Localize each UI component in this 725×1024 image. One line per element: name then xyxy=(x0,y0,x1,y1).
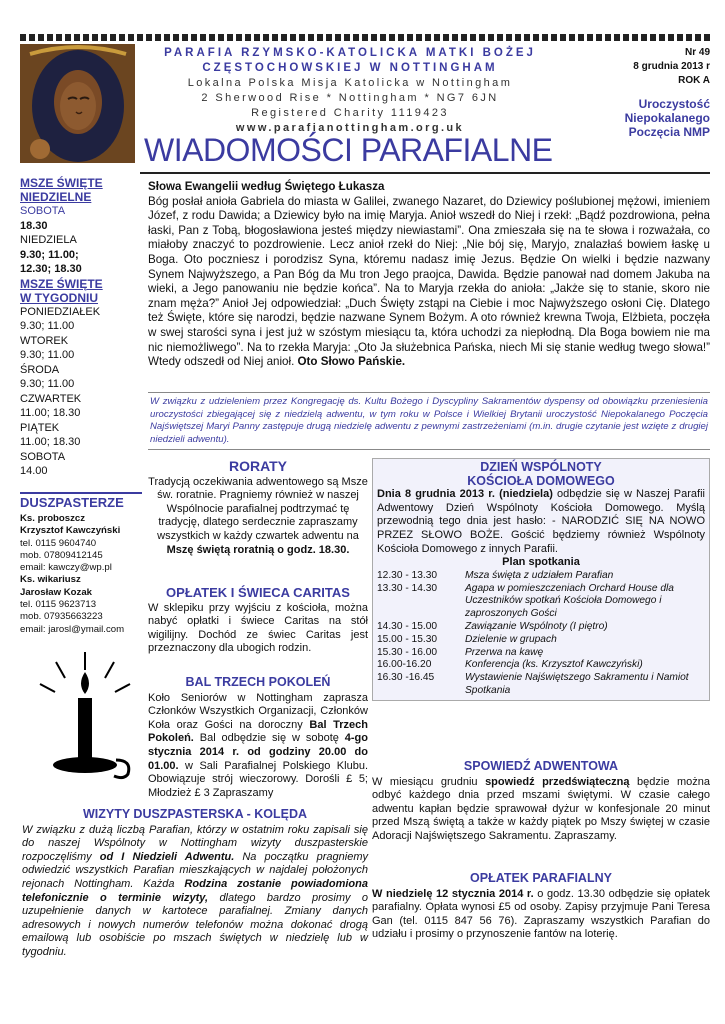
plan-row xyxy=(377,647,705,660)
title-rule xyxy=(140,172,710,174)
plan-time: 16.00-16.20 xyxy=(377,659,432,671)
visits-text: Na początku pragniemy odwiedzić wszystkich Parafian mieszkających w najdalej położonych rejonach Nottingham. Każda xyxy=(22,850,368,890)
wafer-date: W niedzielę 12 stycznia 2014 r. xyxy=(372,887,534,900)
issue-date: 8 grudnia 2013 r xyxy=(633,61,710,72)
section-heading: MSZE ŚWIĘTE xyxy=(20,276,103,291)
plan-row xyxy=(377,583,705,621)
mass-time: 14.00 xyxy=(20,465,48,477)
header-address: 2 Sherwood Rise * Nottingham * NG7 6JN xyxy=(201,92,499,104)
section-title: SPOWIEDŹ ADWENTOWA xyxy=(463,759,619,773)
mass-time: 9.30; 11.00 xyxy=(20,349,75,361)
pastor-mobile: mob. 07809412145 xyxy=(20,549,103,561)
plan-desc: Dzielenie w grupach xyxy=(465,633,557,645)
community-day-box xyxy=(372,458,710,701)
ball-text: w Sali Parafialnej Polskiego Klubu. Obowiązuje strój wieczorowy. Dorośli £ 5; Młodzież £ 3 Zapraszamy xyxy=(148,759,368,799)
plan-row xyxy=(377,659,705,672)
plan-row xyxy=(377,672,705,698)
plan-desc: Konferencja (ks. Krzysztof Kawczyński) xyxy=(465,659,643,671)
ball-text: Koło Seniorów w Nottingham zaprasza Członków Wszystkich Organizacji, Członków Koła oraz Gości na doroczny xyxy=(148,691,368,731)
mass-time: 12.30; 18.30 xyxy=(20,263,82,275)
mass-schedule xyxy=(20,176,142,479)
roraty-time: Mszę świętą roratnią o godz. 18.30. xyxy=(166,543,350,556)
ball-date: 4-go stycznia 2014 r. od godziny 20.00 do 01.00. xyxy=(148,732,368,772)
pastor-name: Krzysztof Kawczyński xyxy=(20,525,121,537)
day-label: SOBOTA xyxy=(20,450,66,463)
confession-text: W miesiącu grudniu xyxy=(372,775,478,788)
mass-time: 11.00; 18.30 xyxy=(20,436,81,448)
pastor-role: Ks. proboszcz xyxy=(20,513,86,524)
header-line: Lokalna Polska Misja Katolicka w Nottingham xyxy=(187,77,513,89)
day-label: NIEDZIELA xyxy=(20,234,77,246)
dispensation-notice: W związku z udzieleniem przez Kongregację ds. Kultu Bożego i Dyscypliny Sakramentów dyspensy od obowiązku przeniesienia uroczystości zbiegającej się z niedzielą adwentu, w tym roku w Polsce i Wielkiej Brytanii uroczystość Niepokalanego Poczęcia Najświętszej Maryi Panny zastępuje drugą niedzielę adwentu z pewnymi zastrzeżeniami (m.in. drugie czytanie jest wzięte z drugiej niedzieli adwentu). xyxy=(148,392,710,450)
header-line: CZĘSTOCHOWSKIEJ W NOTTINGHAM xyxy=(202,62,498,74)
plan-time: 14.30 - 15.00 xyxy=(377,620,438,632)
liturgical-year: ROK A xyxy=(678,75,710,86)
plan-desc: Wystawienie Najświętszego Sakramentu i Namiot Spotkania xyxy=(465,672,689,696)
wafer-text: o godz. 13.30 odbędzie się opłatek parafialny. Opłata wynosi £5 od osoby. Zapisy przyjmuje Pani Teresa Gan (tel. 0115 847 56 76). Zapraszamy wszystkich Parafian do udziału i prosimy o przynoszenie fantów na loterię. xyxy=(372,887,710,941)
feast-line: Niepokalanego xyxy=(624,111,710,125)
plan-desc: Zawiązanie Wspólnoty (I piętro) xyxy=(465,620,608,632)
madonna-icon xyxy=(20,44,135,163)
parish-wafer-section xyxy=(372,872,710,942)
plan-table xyxy=(377,570,705,698)
ball-name: Bal Trzech Pokoleń. xyxy=(148,718,368,745)
section-heading: W TYGODNIU xyxy=(20,290,98,305)
community-text: Gościć będziemy również Wspólnoty Kościoła Domowego z innych Parafii. xyxy=(377,528,706,555)
plan-row xyxy=(377,570,705,583)
header-charity: Registered Charity 1119423 xyxy=(251,107,449,119)
section-heading: MSZE ŚWIĘTE xyxy=(20,176,103,190)
section-heading: NIEDZIELNE xyxy=(20,190,92,204)
plan-desc: Msza święta z udziałem Parafian xyxy=(465,569,614,581)
pastor-name: Jarosław Kozak xyxy=(20,586,92,598)
plan-time: 12.30 - 13.30 xyxy=(377,569,438,581)
feast-line: Poczęcia NMP xyxy=(628,125,710,139)
day-label: CZWARTEK xyxy=(20,392,82,405)
plan-title: Plan spotkania xyxy=(502,556,580,569)
newsletter-title: WIADOMOŚCI PARAFIALNE xyxy=(144,132,553,168)
confession-bold: spowiedź przedświąteczną xyxy=(485,775,630,788)
plan-time: 13.30 - 14.30 xyxy=(377,582,438,594)
pastor-email[interactable]: email: jarosl@ymail.com xyxy=(20,623,125,635)
confession-text: będzie można odbyć każdego dnia przed mszami świętymi. W czasie całego adwentu kapłan będzie sprawował dyżur w konfesjonale 20 minut przed Mszą świętą a także w każdy piątek po Mszy świętej w czasie Adoracji Najświętszego Sakramentu. Zapraszamy. xyxy=(372,775,710,842)
community-date: Dnia 8 grudnia 2013 r. (niedziela) xyxy=(377,488,553,501)
pastor-role: Ks. wikariusz xyxy=(20,574,81,586)
confession-section xyxy=(372,760,710,844)
ball-section xyxy=(148,676,368,800)
section-title: BAL TRZECH POKOLEŃ xyxy=(185,675,331,689)
day-label: SOBOTA xyxy=(20,205,66,217)
section-title: OPŁATEK I ŚWIECA CARITAS xyxy=(166,585,350,600)
section-title: RORATY xyxy=(228,458,288,474)
feast-line: Uroczystość xyxy=(638,97,710,111)
plan-desc: Przerwa na kawę xyxy=(465,646,544,658)
plan-row xyxy=(377,634,705,647)
header-line: PARAFIA RZYMSKO-KATOLICKA MATKI BOŻEJ xyxy=(164,47,536,59)
mass-time: 9.30; 11.00 xyxy=(20,320,75,332)
gospel-text: Bóg posłał anioła Gabriela do miasta w Galilei, zwanego Nazaret, do Dziewicy poślubionej mężowi, imieniem Józef, z rodu Dawida; a Dziewicy było na imię Maryja. Anioł wszedł do Niej i rzekł: „Bądź pozdrowiona, pełna łaski, Pan z Tobą, błogosławiona jesteś między niewiastami”. Ona zmieszała się na te słowa i rozważała, co miałoby znaczyć to pozdrowienie. Lecz anioł rzekł do Niej: „Nie bój się, Maryjo, znalazłaś bowiem łaskę u Boga. Oto poczniesz i porodzisz Syna, któremu nadasz imię Jezus. Będzie On wielki i będzie nazwany Synem Najwyższego, a Pan Bóg da Mu tron Jego praojca, Dawida. Będzie panował nad domem Jakuba na wieki, a Jego panowaniu nie będzie końca”. Na to Maryja rzekła do anioła: „Jakże się to stanie, skoro nie znam męża?” Anioł Jej odpowiedział: „Duch Święty zstąpi na Ciebie i moc Najwyższego osłoni Cię. Dlatego też Święte, które się narodzi, będzie nazwane Synem Bożym. A oto również krewna Twoja, Elżbieta, poczęła w swej starości syna i jest już w szóstym miesiącu ta, która uchodzi za niepłodną. Dla Boga bowiem nie ma nic niemożliwego”. Na to rzekła Maryja: „Oto Ja służebnica Pańska, niech Mi się stanie według twego słowa!” Wtedy odszedł od Niej anioł. xyxy=(148,194,710,369)
pastors-box xyxy=(20,492,142,636)
plan-time: 15.00 - 15.30 xyxy=(377,633,438,645)
visits-start: od I Niedzieli Adwentu. xyxy=(99,850,235,863)
section-title: WIZYTY DUSZPASTERSKA - KOLĘDA xyxy=(82,807,308,821)
day-label: PIĄTEK xyxy=(20,421,60,434)
issue-number: Nr 49 xyxy=(684,47,710,58)
gospel-title: Słowa Ewangelii według Świętego Łukasza xyxy=(148,180,385,193)
parish-header xyxy=(140,46,560,136)
day-label: PONIEDZIAŁEK xyxy=(20,305,101,318)
plan-desc: Agapa w pomieszczeniach Orchard House dla Uczestników spotkań Kościoła Domowego i zaproszonych Gości xyxy=(465,582,674,620)
caritas-text: W sklepiku przy wyjściu z kościoła, można nabyć opłatki i świece Caritas na stół wigilijny. Dochód ze świec Caritas jest przeznaczony dla ubogich rodzin. xyxy=(148,601,368,655)
pastor-email[interactable]: email: kawczy@wp.pl xyxy=(20,562,112,574)
section-title: OPŁATEK PARAFIALNY xyxy=(470,871,612,885)
visits-text: W związku z dużą liczbą Parafian, którzy w ostatnim roku zapisali się do naszej Wspólnoty w Nottingham wizyty duszpasterskie rozpoczęliśmy xyxy=(22,823,368,863)
mass-time: 11.00; 18.30 xyxy=(20,407,81,419)
feast-name xyxy=(580,97,710,139)
roraty-text: Tradycją oczekiwania adwentowego są Msze św. roratnie. Pragniemy również w naszej Wspólnocie parafialnej podtrzymać tę tradycję, dlatego serdecznie zapraszamy wszystkich w każdy czwartek adwentu na xyxy=(148,475,368,542)
gospel-reading xyxy=(148,180,710,370)
visits-section xyxy=(22,808,368,960)
day-label: ŚRODA xyxy=(20,363,60,376)
header-website[interactable]: www.parafianottingham.org.uk xyxy=(235,122,465,134)
gospel-ending: Oto Słowo Pańskie. xyxy=(297,355,406,369)
pastor-phone: tel. 0115 9623713 xyxy=(20,599,97,611)
roraty-section xyxy=(148,460,368,557)
day-label: WTOREK xyxy=(20,334,69,347)
section-title: DZIEŃ WSPÓLNOTY xyxy=(480,460,602,474)
section-heading: DUSZPASTERZE xyxy=(20,495,124,510)
community-text: odbędzie się w Naszej Parafii Adwentowy Dzień Wspólnoty Kościoła Domowego. Myślą przewodnią tego dnia jest hasło: - NARODZIĆ SIĘ NA NOWO PRZEZ SŁOWO BOŻE. xyxy=(377,488,705,541)
caritas-section xyxy=(148,586,368,656)
issue-meta xyxy=(585,46,710,88)
mass-time: 9.30; 11.00; xyxy=(20,248,79,261)
pastor-mobile: mob. 07935663223 xyxy=(20,611,103,623)
plan-time: 16.30 -16.45 xyxy=(377,672,435,684)
ball-text: Bal odbędzie się w sobotę xyxy=(199,732,339,745)
top-border xyxy=(20,34,710,41)
candle-icon xyxy=(30,650,140,795)
mass-time: 9.30; 11.00 xyxy=(20,378,75,390)
visits-notice: Rodzina zostanie powiadomiona telefonicznie o terminie wizyty, xyxy=(22,877,368,904)
visits-text: dlatego bardzo prosimy o uzupełnienie danych w kartotece parafialnej. Zmiany danych adresowych i nowych numerów telefonów można dokonać drogą emailową lub osobiście po mszach świętych w niedzielę lub w tygodniu. xyxy=(22,891,369,958)
section-title: KOŚCIOŁA DOMOWEGO xyxy=(467,473,615,488)
mass-time: 18.30 xyxy=(20,219,48,232)
plan-time: 15.30 - 16.00 xyxy=(377,646,438,658)
plan-row xyxy=(377,621,705,634)
pastor-phone: tel. 0115 9604740 xyxy=(20,537,97,549)
